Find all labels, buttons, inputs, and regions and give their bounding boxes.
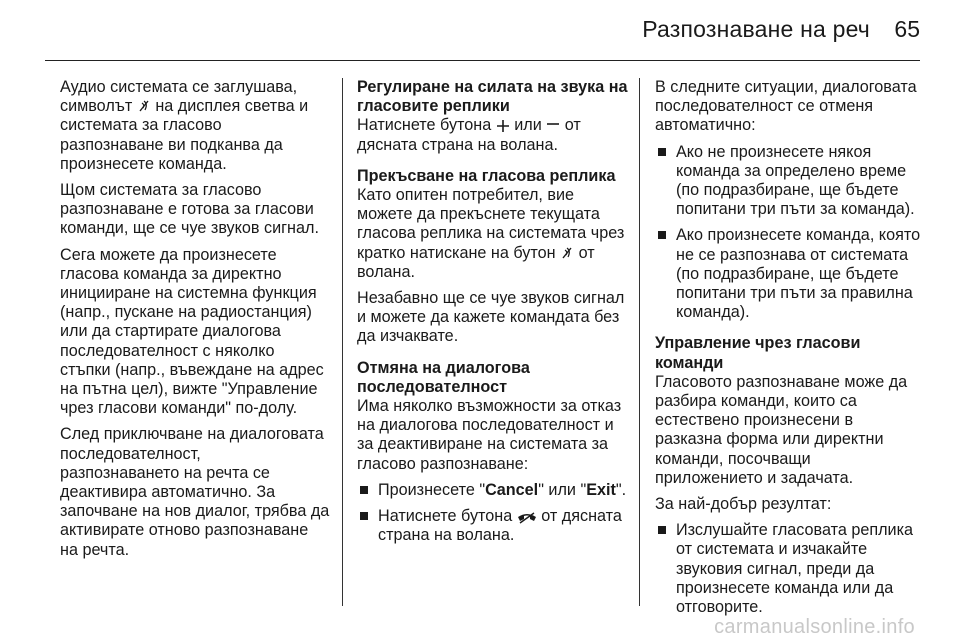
column-2 [357, 78, 629, 552]
list-item: Ако произнесете команда, която не се разпознава от системата (по подразбиране, ще бъдете попитани три пъти за правилна команда). [655, 226, 927, 322]
column-divider-2 [639, 78, 640, 606]
paragraph-auto-cancel: В следните ситуации, диалоговата последователност се отменя автоматично: [655, 78, 917, 135]
heading-cancel: Отмяна на диалогова последователност [357, 358, 530, 396]
header-divider [45, 60, 920, 61]
column-3 [655, 78, 927, 624]
voice-mic-icon [560, 245, 574, 261]
column-divider-1 [342, 78, 343, 606]
paragraph-voice-control: Гласовото разпознаване може да разбира команди, които са естествено произнесени в разказна форма или директни команди, посочващи приложението и задачата. [655, 372, 908, 487]
paragraph-beep: Незабавно ще се чуе звуков сигнал и можете да кажете командата без да изчаквате. [357, 289, 625, 346]
minus-icon [546, 119, 560, 133]
list-item: Изслушайте гласовата реплика от системата и изчакайте звуковия сигнал, преди да произнесете команда или да отговорите. [655, 521, 927, 617]
paragraph-cancel-options: Има няколко възможности за отказ на диалогова последователност и за деактивиране на системата за гласово разпознаване: [357, 397, 622, 473]
bullet-icon [658, 526, 666, 534]
watermark: carmanualsonline.info [714, 616, 915, 638]
bullet-icon [658, 148, 666, 156]
page-title: Разпознаване на реч [642, 16, 870, 42]
voice-mic-icon [137, 98, 151, 114]
paragraph-mute-info: Аудио системата се заглушава, символът на дисплея светва и системата за гласово разпознаване ви подканва да произнесете команда. [60, 78, 309, 173]
bullet-icon [360, 486, 368, 494]
heading-voice-control: Управление чрез гласови команди [655, 334, 861, 372]
paragraph-volume-buttons: Натиснете бутона или от дясната страна на волана. [357, 116, 581, 154]
heading-volume: Регулиране на силата на звука на гласовите реплики [357, 78, 628, 116]
paragraph-deactivate: След приключване на диалоговата последователност, разпознаването на речта се деактивира автоматично. За започване на нов диалог, трябва да активирате отново разпознаване на речта. [60, 425, 330, 559]
hang-up-phone-icon [517, 512, 537, 524]
paragraph-speak-command: Сега можете да произнесете гласова команда за директно иницииране на системна функция (напр., пускане на радиостанция) или да стартирате диалогова последователност с няколко стъпки (напр., въвеждане на адрес на пътна цел), вижте "Управление чрез гласови команди" по-долу. [60, 245, 324, 418]
paragraph-ready: Щом системата за гласово разпознаване е готова за гласови команди, ще се чуе звуков сигнал. [60, 181, 319, 238]
column-1 [60, 78, 330, 567]
heading-interrupt: Прекъсване на гласова реплика [357, 166, 616, 185]
list-item: Натиснете бутона от дясната страна на волана. [357, 507, 629, 545]
page-number: 65 [894, 16, 920, 42]
plus-icon [496, 119, 510, 133]
list-item: Ако не произнесете някоя команда за определено време (по подразбиране, ще бъдете попитани три пъти за команда). [655, 143, 927, 220]
list-item: Произнесете "Cancel" или "Exit". [357, 481, 629, 500]
bullet-icon [658, 231, 666, 239]
paragraph-best-result: За най-добър резултат: [655, 495, 832, 514]
bullet-icon [360, 512, 368, 520]
paragraph-interrupt: Като опитен потребител, вие можете да прекъснете текущата гласова реплика на системата чрез кратко натискане на бутон от волана. [357, 186, 625, 281]
page-header [0, 0, 960, 60]
